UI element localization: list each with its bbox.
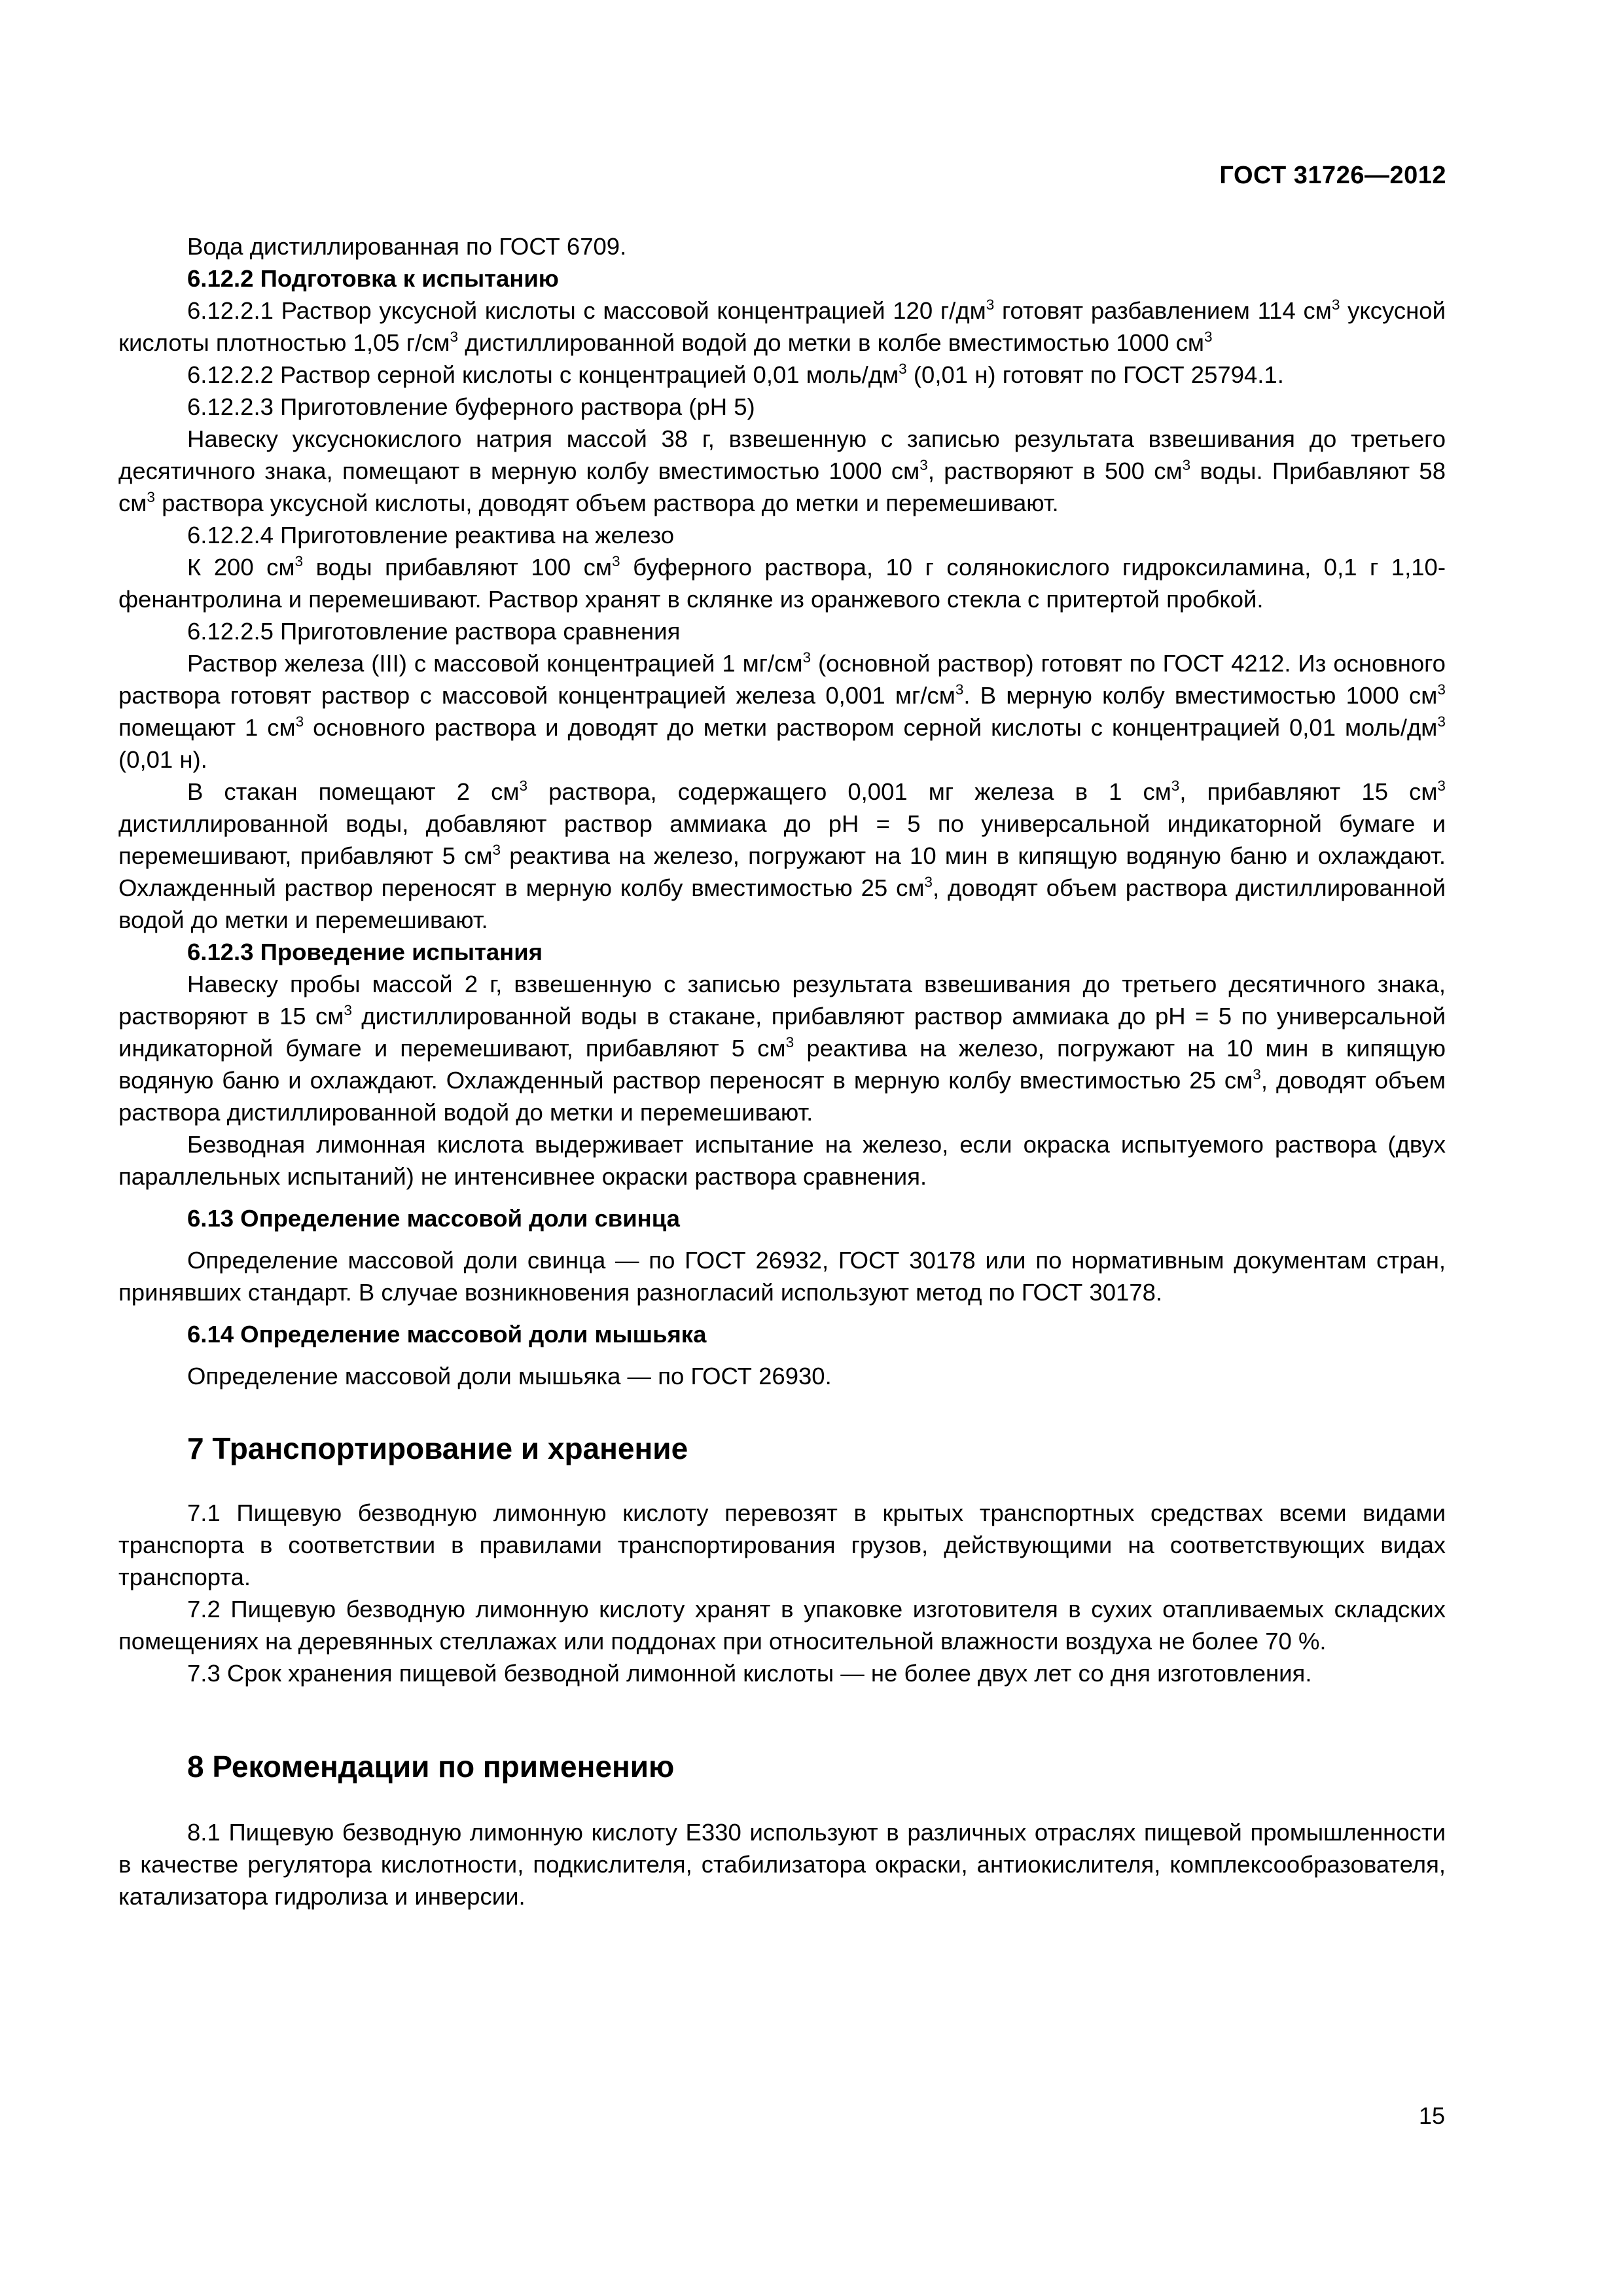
test-paragraph: Навеску пробы массой 2 г, взвешенную с записью результата взвешивания до третьего десятичного знака, растворяют в 15 $см^3$ дистиллированной воды в стакане, прибавляют раствор аммиака до pH = 5 по универсальной индикаторной бумаге и перемешивают, прибавляют 5 $см^3$ реактива на железо, погружают на 10 мин в кипящую водяную баню и охлаждают. Охлажденный раствор переносят в мерную колбу вместимостью 25 $см^3$, доводят объем раствора дистиллированной водой до метки и перемешивают. [118,971,1446,1126]
test-result-paragraph: Безводная лимонная кислота выдерживает испытание на железо, если окраска испытуемого раствора (двух параллельных испытаний) не интенсивнее окраски раствора сравнения. [118,1131,1446,1190]
section-6-14-title: 6.14 Определение массовой доли мышьяка [187,1321,707,1348]
section-6-12-2-5: 6.12.2.5 Приготовление раствора сравнения [187,618,681,645]
reference-paragraph-1: Раствор железа (III) с массовой концентрацией 1 $мг/см^3$ (основной раствор) готовят по ГОСТ 4212. Из основного раствора готовят раствор с массовой концентрацией железа 0,001 $мг/см^3$. В мерную колбу вместимостью 1000 $см^3$ помещают 1 $см^3$ основного раствора и доводят до метки раствором серной кислоты с концентрацией 0,01 моль/$дм^3$ (0,01 н). [118,649,1446,773]
section-8-heading: 8 Рекомендации по применению [187,1749,675,1784]
page-number: 15 [1418,2102,1445,2129]
iron-reagent-paragraph: К 200 $см^3$ воды прибавляют 100 $см^3$ буферного раствора, 10 г солянокислого гидроксиламина, 0,1 г 1,10-фенантролина и перемешивают. Раствор хранят в склянке из оранжевого стекла с притертой пробкой. [118,552,1446,613]
reference-paragraph-2: В стакан помещают 2 $см^3$ раствора, содержащего 0,001 мг железа в 1 $см^3$, прибавляют 15 $см^3$ дистиллированной воды, добавляют раствор аммиака до pH = 5 по универсальной индикаторной бумаге и перемешивают, прибавляют 5 $см^3$ реактива на железо, погружают на 10 мин в кипящую водяную баню и охлаждают. Охлажденный раствор переносят в мерную колбу вместимостью 25 $см^3$, доводят объем раствора дистиллированной водой до метки и перемешивают. [118,777,1446,933]
section-6-12-2-4: 6.12.2.4 Приготовление реактива на железо [187,522,675,548]
document-body [118,230,1446,1912]
section-6-12-3-title: 6.12.3 Проведение испытания [187,939,543,965]
section-6-12-2-title: 6.12.2 Подготовка к испытанию [187,265,559,292]
section-6-12-2-2: 6.12.2.2 Раствор серной кислоты с концентрацией 0,01 моль/$дм^3$ (0,01 н) готовят по ГОСТ 25794.1. [187,360,1284,388]
section-7-3: 7.3 Срок хранения пищевой безводной лимонной кислоты — не более двух лет со дня изготовления. [187,1660,1312,1687]
document-header: ГОСТ 31726—2012 [1219,162,1446,189]
section-7-2: 7.2 Пищевую безводную лимонную кислоту хранят в упаковке изготовителя в сухих отапливаемых складских помещениях на деревянных стеллажах или поддонах при относительной влажности воздуха не более 70 %. [118,1596,1446,1655]
section-6-13-title: 6.13 Определение массовой доли свинца [187,1205,680,1232]
section-6-12-2-1: 6.12.2.1 Раствор уксусной кислоты с массовой концентрацией 120 $г/дм^3$ готовят разбавлением 114 $см^3$ уксусной кислоты плотностью 1,05 $г/см^3$ дистиллированной водой до метки в колбе вместимостью 1000 $см^3$ [118,296,1446,356]
water-line: Вода дистиллированная по ГОСТ 6709. [187,233,627,260]
section-6-14-text: Определение массовой доли мышьяка — по ГОСТ 26930. [187,1363,832,1390]
buffer-paragraph: Навеску уксуснокислого натрия массой 38 г, взвешенную с записью результата взвешивания до третьего десятичного знака, помещают в мерную колбу вместимостью 1000 $см^3$, растворяют в 500 $см^3$ воды. Прибавляют 58 $см^3$ раствора уксусной кислоты, доводят объем раствора до метки и перемешивают. [118,425,1446,516]
section-7-1: 7.1 Пищевую безводную лимонную кислоту перевозят в крытых транспортных средствах всеми видами транспорта в соответствии в правилами транспортирования грузов, действующими на соответствующих видах транспорта. [118,1499,1446,1590]
section-6-12-2-3: 6.12.2.3 Приготовление буферного раствора (pH 5) [187,393,755,420]
section-7-heading: 7 Транспортирование и хранение [187,1431,688,1465]
section-6-13-text: Определение массовой доли свинца — по ГОСТ 26932, ГОСТ 30178 или по нормативным документам стран, принявших стандарт. В случае возникновения разногласий используют метод по ГОСТ 30178. [118,1247,1446,1306]
section-8-1: 8.1 Пищевую безводную лимонную кислоту Е330 используют в различных отраслях пищевой промышленности в качестве регулятора кислотности, подкислителя, стабилизатора окраски, антиокислителя, комплексообразователя, катализатора гидролиза и инверсии. [118,1819,1446,1910]
